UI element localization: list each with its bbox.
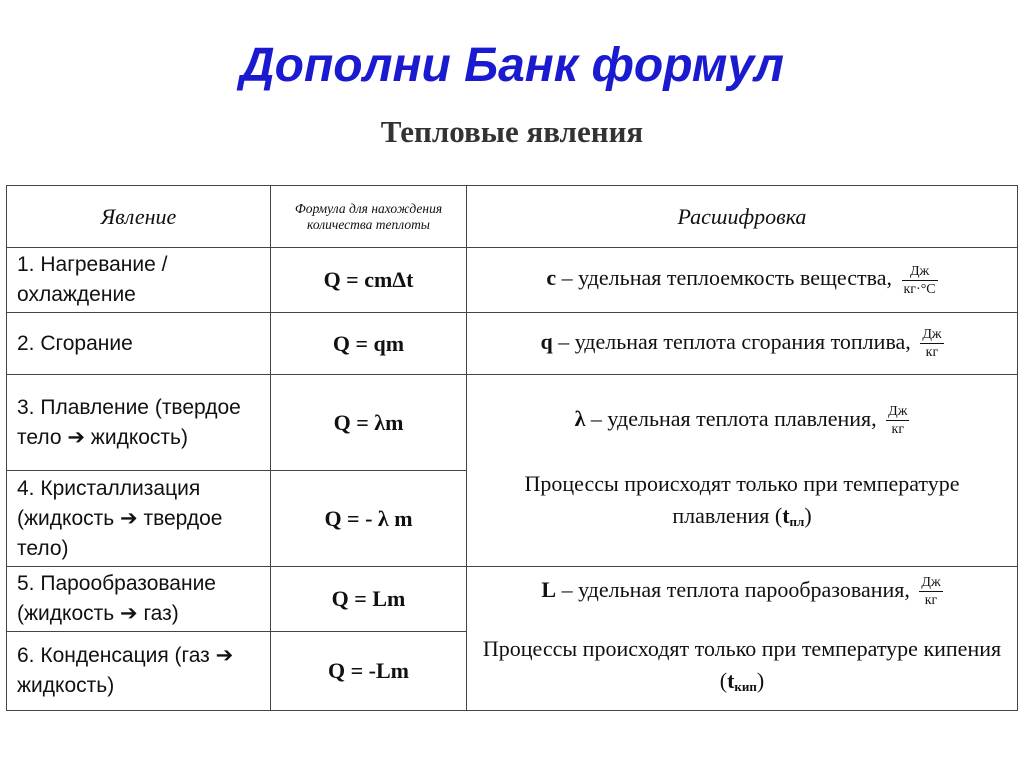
symbol: c	[546, 265, 557, 291]
description-cell	[467, 313, 1018, 375]
formula-cell: Q = - λ m	[271, 471, 467, 567]
symbol: q	[540, 328, 553, 354]
unit-fraction: $\frac{Дж}{кг}$	[921, 575, 941, 609]
formula-table	[6, 185, 1018, 711]
description-cell	[467, 248, 1018, 313]
unit-fraction: $\frac{Дж}{кг}$	[922, 327, 942, 361]
table-row	[7, 567, 1018, 632]
table-row	[7, 313, 1018, 375]
phenomenon-cell: 2. Сгорание	[7, 313, 271, 375]
header-description: Расшифровка	[467, 186, 1018, 248]
table-row	[7, 248, 1018, 313]
process-note: Процессы происходят только при температуре плавления $(t_{пл})$	[524, 471, 960, 530]
table-row	[7, 375, 1018, 471]
description-cell	[467, 567, 1018, 711]
formula-cell: Q = -Lm	[271, 632, 467, 711]
slide-subtitle: Тепловые явления	[380, 114, 644, 149]
formula-cell: Q = Lm	[271, 567, 467, 632]
process-note: Процессы происходят только при температуре кипения $(t_{кип})$	[482, 636, 1002, 695]
formula-cell: Q = cmΔt	[271, 248, 467, 313]
unit-fraction: $\frac{Дж}{кг}$	[888, 404, 908, 438]
description-cell	[467, 375, 1018, 567]
description-text: – удельная теплота плавления,	[585, 405, 877, 431]
phenomenon-cell: 1. Нагревание / охлаждение	[7, 248, 271, 313]
phenomenon-cell: 6. Конденсация (газ ➔ жидкость)	[7, 632, 271, 711]
phenomenon-cell: 3. Плавление (твердое тело ➔ жидкость)	[7, 375, 271, 471]
table-header-row	[7, 186, 1018, 248]
symbol: λ	[574, 405, 586, 431]
header-formula: Формула для нахождения количества теплоты	[271, 186, 467, 248]
description-text: – удельная теплота парообразования,	[556, 576, 910, 602]
slide-title: Дополни Банк формул	[239, 39, 784, 92]
phenomenon-cell: 4. Кристаллизация (жидкость ➔ твердое тело)	[7, 471, 271, 567]
unit-fraction: $\frac{Дж}{кг\cdot^\circ С}$	[903, 263, 936, 297]
description-text: – удельная теплоемкость вещества,	[556, 265, 892, 291]
header-phenomenon: Явление	[7, 186, 271, 248]
phenomenon-cell: 5. Парообразование (жидкость ➔ газ)	[7, 567, 271, 632]
description-text: – удельная теплота сгорания топлива,	[552, 328, 911, 354]
symbol: L	[541, 576, 557, 602]
formula-cell: Q = qm	[271, 313, 467, 375]
formula-cell: Q = λm	[271, 375, 467, 471]
